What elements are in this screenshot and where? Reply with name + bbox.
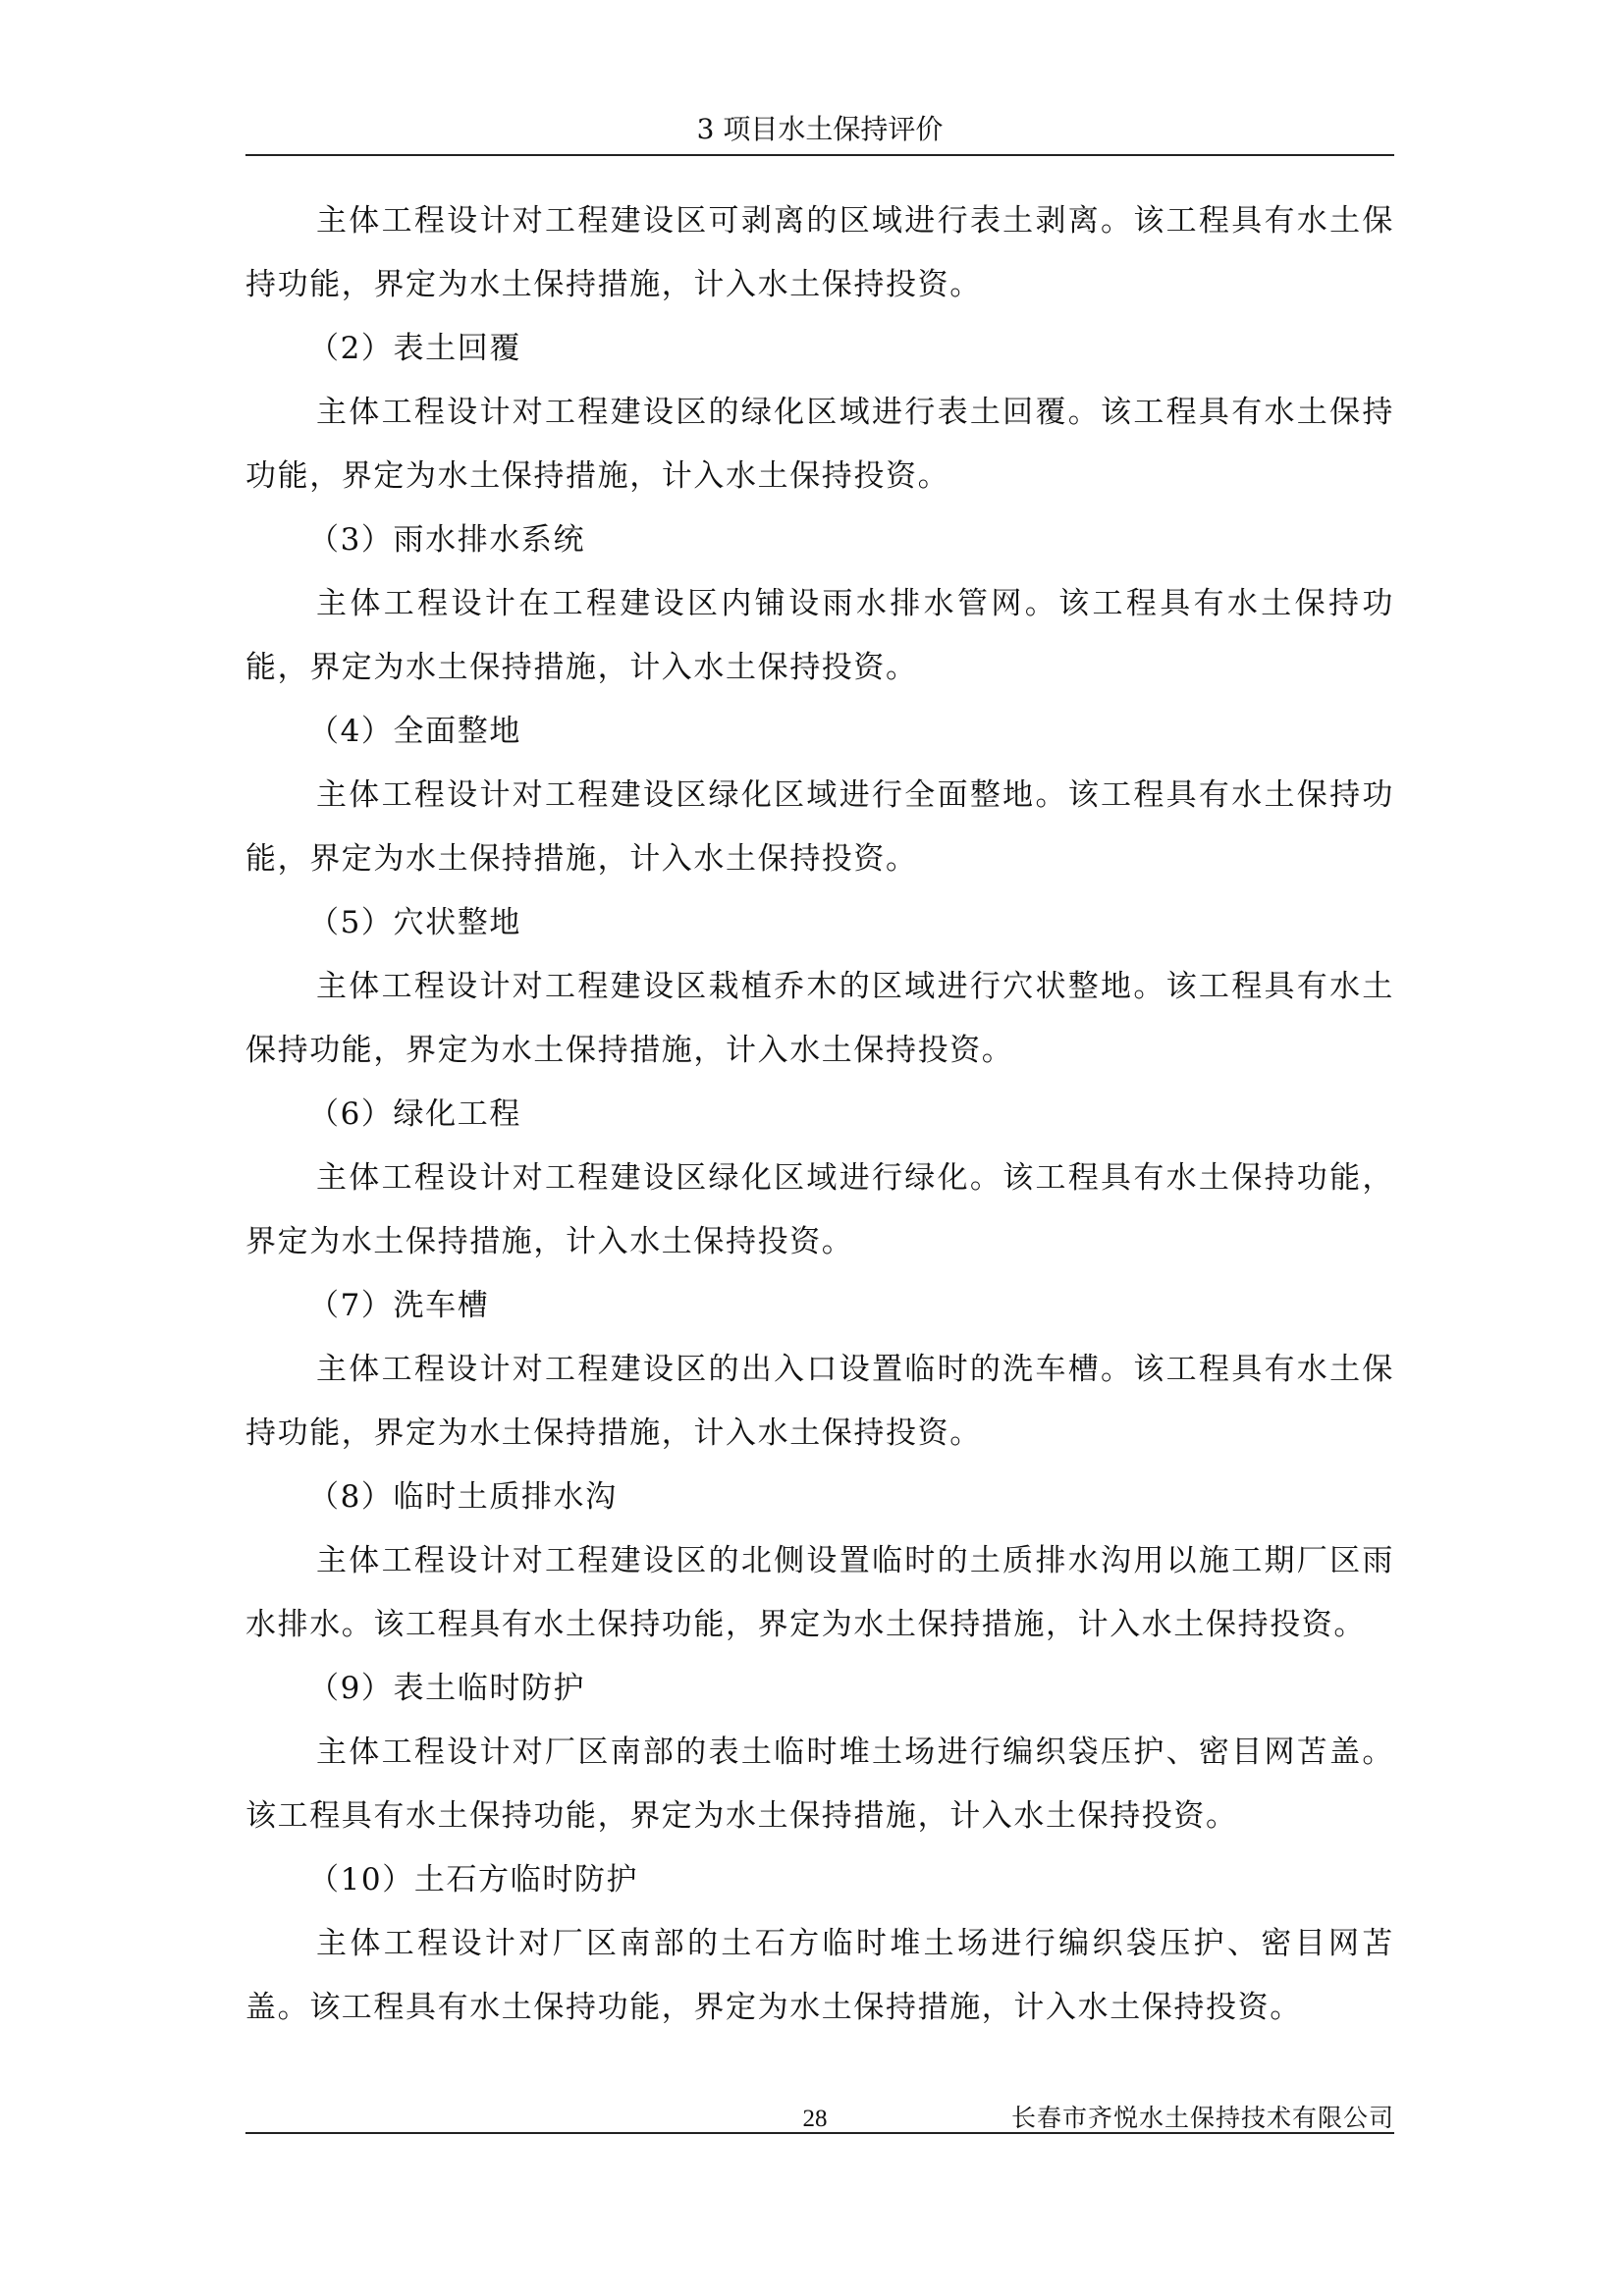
footer-divider xyxy=(245,2132,1394,2134)
body-paragraph: 主体工程设计对厂区南部的表土临时堆土场进行编织袋压护、密目网苫盖。该工程具有水土保持功能，界定为水土保持措施，计入水土保持投资。 xyxy=(245,1735,1394,1834)
body-paragraph: 主体工程设计对工程建设区绿化区域进行绿化。该工程具有水土保持功能，界定为水土保持措施，计入水土保持投资。 xyxy=(245,1160,1394,1259)
header-divider xyxy=(245,154,1394,156)
section-heading: （8）临时土质排水沟 xyxy=(308,1479,618,1515)
section-heading: （2）表土回覆 xyxy=(308,331,521,366)
page-header-title: 3 项目水土保持评价 xyxy=(696,113,944,145)
section-heading: （10）土石方临时防护 xyxy=(308,1862,639,1897)
body-paragraph: 主体工程设计对工程建设区可剥离的区域进行表土剥离。该工程具有水土保持功能，界定为水土保持措施，计入水土保持投资。 xyxy=(245,203,1394,302)
section-heading: （7）洗车槽 xyxy=(308,1288,490,1323)
body-paragraph: 主体工程设计对工程建设区的出入口设置临时的洗车槽。该工程具有水土保持功能，界定为水土保持措施，计入水土保持投资。 xyxy=(245,1352,1394,1451)
page-number: 28 xyxy=(802,2106,828,2132)
body-paragraph: 主体工程设计对工程建设区的北侧设置临时的土质排水沟用以施工期厂区雨水排水。该工程具有水土保持功能，界定为水土保持措施，计入水土保持投资。 xyxy=(245,1543,1394,1642)
section-heading: （4）全面整地 xyxy=(308,714,521,749)
document-body xyxy=(245,189,1394,2040)
section-heading: （3）雨水排水系统 xyxy=(308,522,586,558)
section-heading: （9）表土临时防护 xyxy=(308,1671,586,1706)
body-paragraph: 主体工程设计对厂区南部的土石方临时堆土场进行编织袋压护、密目网苫盖。该工程具有水土保持功能，界定为水土保持措施，计入水土保持投资。 xyxy=(245,1926,1394,2025)
body-paragraph: 主体工程设计在工程建设区内铺设雨水排水管网。该工程具有水土保持功能，界定为水土保持措施，计入水土保持投资。 xyxy=(245,586,1394,685)
body-paragraph: 主体工程设计对工程建设区栽植乔木的区域进行穴状整地。该工程具有水土保持功能，界定为水土保持措施，计入水土保持投资。 xyxy=(245,969,1394,1068)
body-paragraph: 主体工程设计对工程建设区的绿化区域进行表土回覆。该工程具有水土保持功能，界定为水土保持措施，计入水土保持投资。 xyxy=(245,395,1394,494)
body-paragraph: 主体工程设计对工程建设区绿化区域进行全面整地。该工程具有水土保持功能，界定为水土保持措施，计入水土保持投资。 xyxy=(245,777,1394,877)
footer-company-name: 长春市齐悦水土保持技术有限公司 xyxy=(1010,2104,1394,2132)
section-heading: （5）穴状整地 xyxy=(308,905,521,940)
section-heading: （6）绿化工程 xyxy=(308,1096,521,1132)
